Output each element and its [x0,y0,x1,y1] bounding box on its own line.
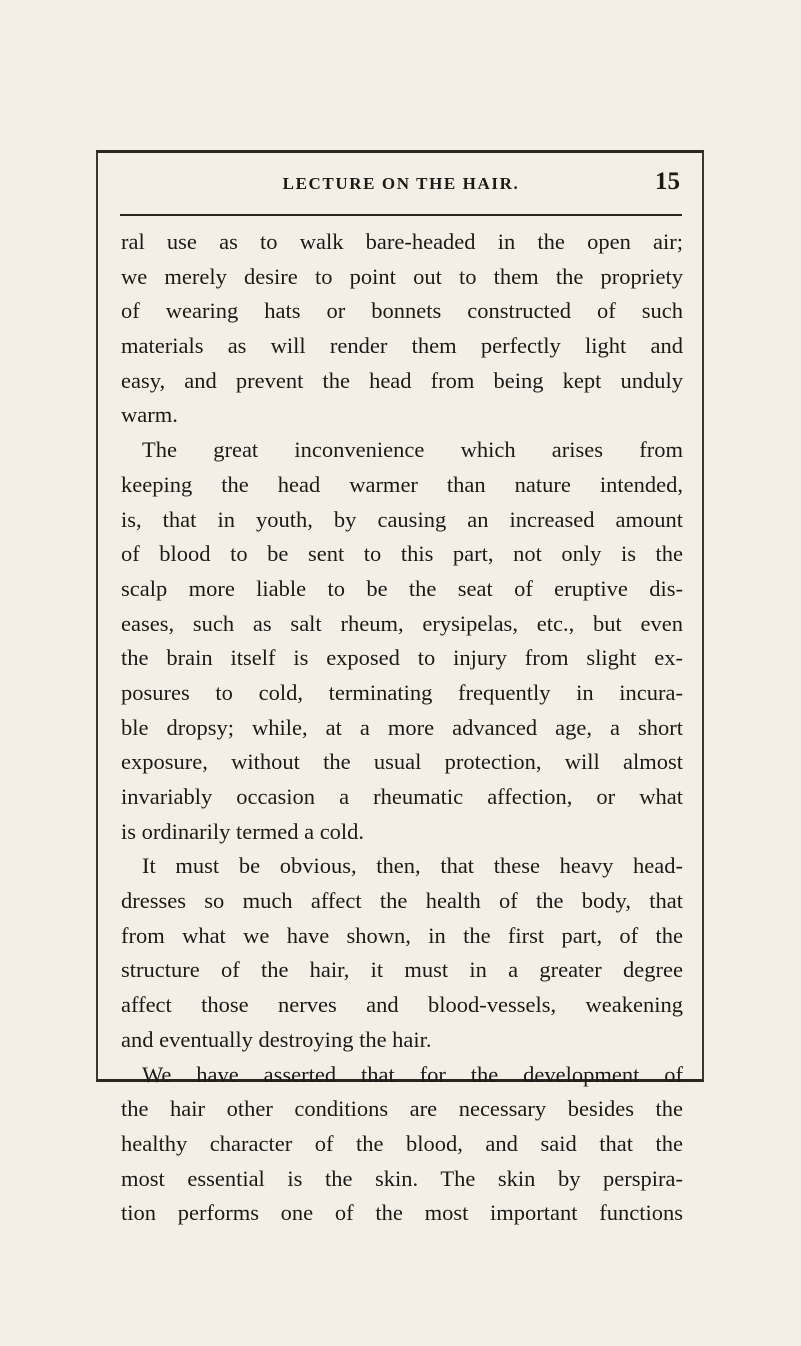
text-line: is, that in youth, by causing an increased amount [121,506,683,532]
text-line: most essential is the skin. The skin by perspira- [121,1165,683,1191]
text-line: affect those nerves and blood-vessels, weakening [121,992,683,1018]
text-line: ble dropsy; while, at a more advanced age, a short [121,714,683,740]
text-line: of wearing hats or bonnets constructed of such [121,298,683,324]
text-line: eases, such as salt rheum, erysipelas, etc., but even [121,610,683,636]
text-line: we merely desire to point out to them the propriety [121,263,683,289]
text-line: exposure, without the usual protection, will almost [121,749,683,775]
running-header [120,168,682,202]
text-line: invariably occasion a rheumatic affection, or what [121,784,683,809]
text-line: is ordinarily termed a cold. [121,818,365,844]
text-line: ral use as to walk bare-headed in the open air; [121,229,683,254]
text-line: posures to cold, terminating frequently in incura- [121,679,683,705]
text-line: dresses so much affect the health of the body, that [121,888,683,914]
text-line: easy, and prevent the head from being kept unduly [121,367,683,393]
text-line: keeping the head warmer than nature intended, [121,471,683,497]
paragraph-start: We have asserted that for the development of [142,1061,683,1087]
text-line: and eventually destroying the hair. [121,1026,432,1052]
text-line: warm. [121,402,178,428]
text-line: scalp more liable to be the seat of eruptive dis- [121,575,683,601]
running-title: LECTURE ON THE HAIR. [282,174,520,193]
text-line: structure of the hair, it must in a greater degree [121,957,683,983]
text-line: from what we have shown, in the first part, of the [121,922,683,948]
page-number: 15 [655,168,680,195]
text-line: the brain itself is exposed to injury from slight ex- [121,645,683,671]
body-text [121,225,683,1231]
text-line: of blood to be sent to this part, not only is the [121,541,683,567]
paragraph-start: The great inconvenience which arises from [142,437,683,463]
text-line: tion performs one of the most important functions [121,1200,683,1226]
text-line: healthy character of the blood, and said that the [121,1130,683,1156]
paragraph-start: It must be obvious, then, that these heavy head- [142,853,683,879]
text-line: the hair other conditions are necessary besides the [121,1096,683,1122]
header-rule [120,214,682,216]
text-line: materials as will render them perfectly light and [121,333,683,359]
